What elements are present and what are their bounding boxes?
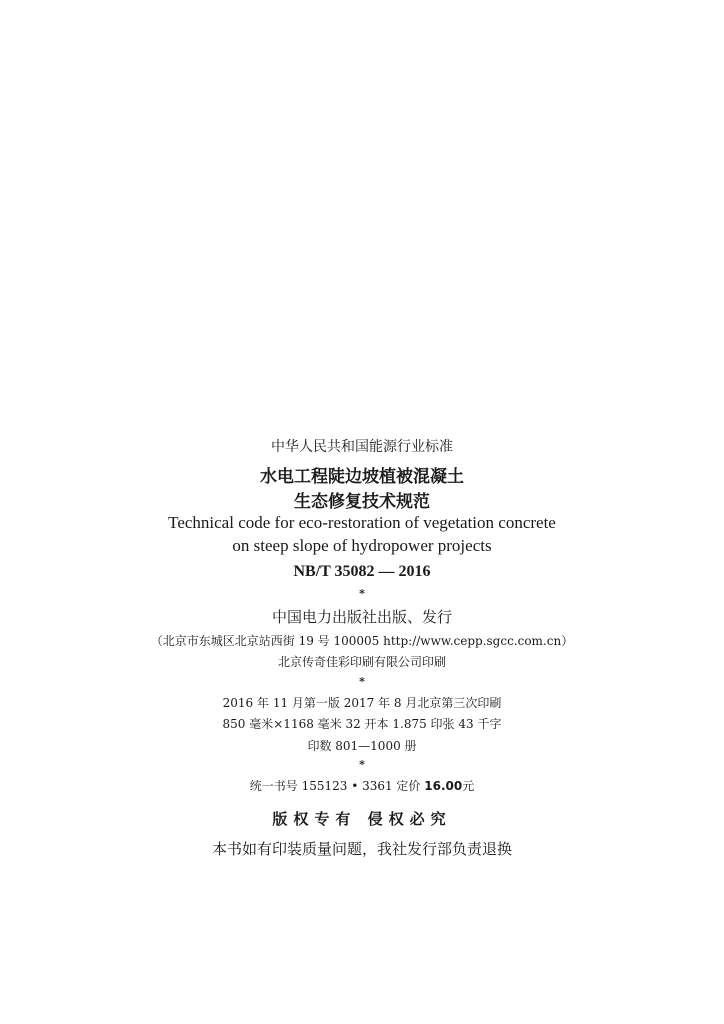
price-value: 16.00 — [424, 779, 463, 793]
publisher: 中国电力出版社出版、发行 — [271, 608, 452, 626]
price-unit: 元 — [462, 779, 475, 793]
printer: 北京传奇佳彩印刷有限公司印刷 — [277, 655, 446, 669]
book-id: 统一书号 155123 • 3361 定价 — [249, 779, 425, 793]
separator-mark: * — [359, 675, 365, 688]
publisher-address: （北京市东城区北京站西街 19 号 100005 http://www.cepp.sgcc.com.cn） — [150, 634, 574, 648]
standard-number: NB/T 35082 — 2016 — [293, 563, 431, 580]
title-chinese-line2: 生态修复技术规范 — [294, 492, 430, 512]
format-info: 850 毫米×1168 毫米 32 开本 1.875 印张 43 千字 — [222, 717, 502, 731]
edition-info: 2016 年 11 月第一版 2017 年 8 月北京第三次印刷 — [222, 696, 502, 710]
print-run: 印数 801—1000 册 — [307, 739, 417, 753]
book-id-price — [0, 777, 724, 794]
title-english-line1: Technical code for eco-restoration of vegetation concrete — [168, 513, 556, 532]
title-english-line2: on steep slope of hydropower projects — [232, 536, 492, 555]
separator-mark: * — [359, 587, 365, 600]
separator-mark: * — [359, 758, 365, 771]
return-notice: 本书如有印装质量问题，我社发行部负责退换 — [211, 840, 512, 858]
title-chinese-line1: 水电工程陡边坡植被混凝土 — [260, 467, 464, 487]
copyright-notice: 版权专有 侵权必究 — [272, 810, 452, 828]
standard-category: 中华人民共和国能源行业标准 — [271, 439, 453, 455]
